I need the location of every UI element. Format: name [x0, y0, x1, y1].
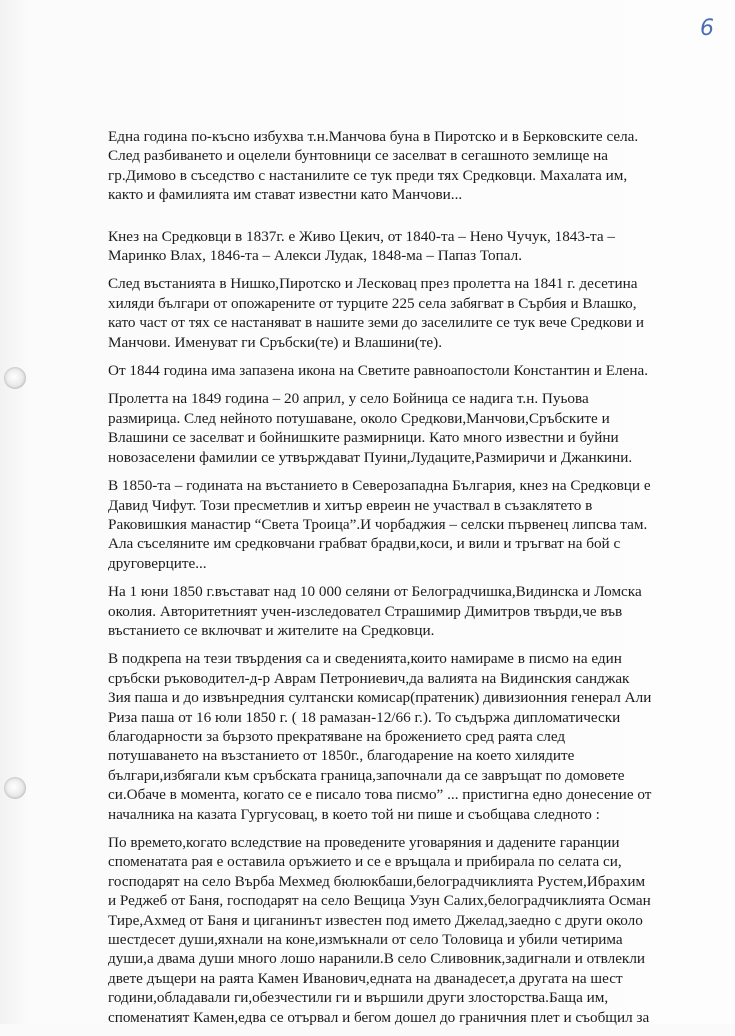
paragraph-icon-1844: От 1844 година има запазена икона на Светите равноапостоли Константин и Елена.: [108, 362, 648, 380]
paragraph-puyova-razmirica: Пролетта на 1849 година – 20 април, у село Бойница се надига т.н. Пуьова размирица. След нейното потушаване, около Средкови,Манчови,Сръбските и Влашини се заселват и бойнишките размирници. Като много известни и буйни новозаселени фамилии се утвърждават Пуини,Лудаците,Размиричи и Джанкини.: [108, 390, 633, 466]
paragraph-letter-petronievich: В подкрепа на тези твърдения са и сведенията,които намираме в писмо на един сръбски ръководител-д-р Аврам Петрониевич,да валията на Видинския санджак Зия паша и до извънредния султански комисар(пратеник) дивизионния генерал Али Риза паша от 16 юли 1850 г. ( 18 рамазан-12/66 г.). То съдържа дипломатически благодарности за бързото прекратяване на брожението сред раята след потушаването на възстанието от 1850г., благодарение на което хилядите българи,избягали към сръбската граница,започнали да се завръщат по домовете си.Обаче в момента, когато се е писало това писмо” ... пристигна едно донесение от началника на казата Гургусовац, в което той ни пише и съобщава следното :: [108, 650, 652, 823]
paragraph-knez-list: Кнез на Средковци в 1837г. е Живо Цекич, от 1840-та – Нено Чучук, 1843-та – Маринко Влах, 1846-та – Алекси Лудак, 1848-ма – Папаз Топал.: [108, 227, 615, 265]
paragraph-uprisings-1841: След въстанията в Нишко,Пиротско и Лесковац през пролетта на 1841 г. десетина хиляди българи от опожарените от турците 225 села забягват в Сърбия и Влашко, като част от тях се настаняват в нашите земи до заселилите се тук вече Средкови и Манчови. Именуват ги Сръбски(те) и Влашини(те).: [108, 275, 644, 351]
punch-hole-top: [4, 367, 26, 389]
paragraph-report-quote: По времето,когато вследствие на проведените уговаряния и дадените гаранции споменатата рая е оставила оръжието и се е връщала и прибирала по селата си, господарят на село Върба Мехмед бюлюкбаши,белоградчиклията Рустем,Ибрахим и Реджеб от Баня, господарят на село Вещица Узун Салих,белоградчиклията Осман Тире,Ахмед от Баня и циганинът известен под името Джелад,заедно с други около шестдесет души,яхнали на коне,измъкнали от село Толовица и убили четирима души,а двама души много лошо наранили.В село Сливовник,задигнали и отвлекли двете дъщери на раята Камен Иванович,едната на дванадесет,а другата на шест години,обладавали ги,обезчестили ги и вършили други злосторства.Баща им, споменатият Камен,едва се отървал и бегом дошел до граничния плет и съобщил за: [108, 834, 651, 1026]
punch-hole-bottom: [4, 777, 26, 799]
document-body: [108, 127, 653, 1036]
paragraph-manchova-buna: Една година по-късно избухва т.н.Манчова буна в Пиротско и в Берковските села. След разбиването и оцелели бунтовници се заселват в сегашното землище на гр.Димово в съседство с настанилите се тук преди тях Средковци. Махалата им, както и фамилията им стават известни като Манчови...: [108, 128, 639, 204]
page-number: 6: [700, 16, 714, 41]
paragraph-uprising-1850: В 1850-та – годината на въстанието в Северозападна България, кнез на Средковци е Давид Чифут. Този пресметлив и хитър евреин не участвал в съзаклятето в Раковишкия манастир “Света Троица”.И чорбаджия – селски първенец липсва там. Ала съселяните им средковчани грабват брадви,коси, и вили и тръгват на бой с друговерците...: [108, 477, 651, 572]
paragraph-june-1850: На 1 юни 1850 г.въстават над 10 000 селяни от Белоградчишка,Видинска и Ломска околия. Авторитетният учен-изследовател Страшимир Димитров твърди,че във въстанието се включват и жителите на Средковци.: [108, 583, 642, 639]
